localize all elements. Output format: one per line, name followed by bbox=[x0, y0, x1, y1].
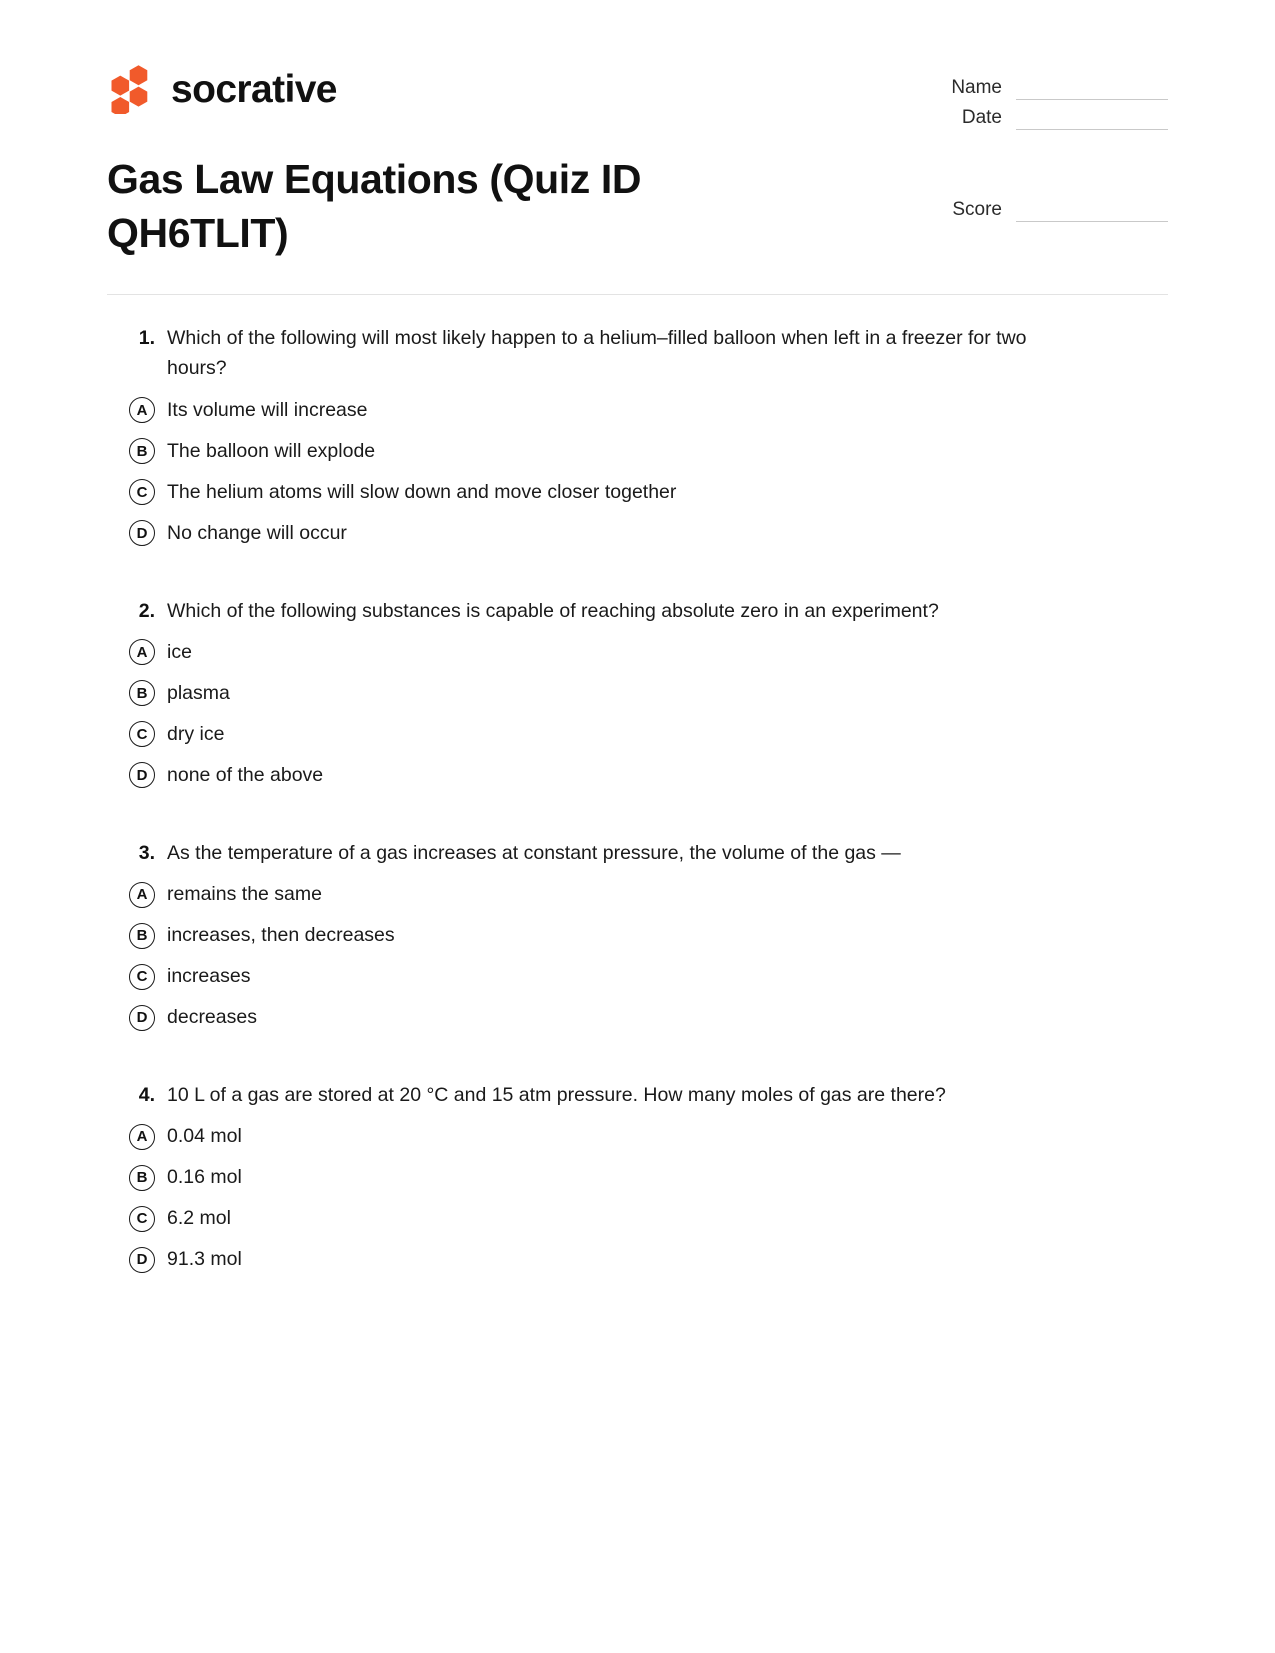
question-block bbox=[107, 838, 1168, 1038]
choice-row[interactable] bbox=[107, 673, 1168, 714]
choices-list bbox=[107, 874, 1168, 1038]
question-header bbox=[107, 1080, 1168, 1110]
page-header bbox=[0, 0, 1275, 130]
choice-bubble[interactable]: A bbox=[129, 397, 155, 423]
choice-text: remains the same bbox=[167, 882, 322, 905]
choice-bubble[interactable]: C bbox=[129, 964, 155, 990]
choice-row[interactable] bbox=[107, 431, 1168, 472]
choice-bubble[interactable]: B bbox=[129, 680, 155, 706]
date-field-row bbox=[928, 100, 1168, 130]
choice-bubble[interactable]: B bbox=[129, 923, 155, 949]
choice-row[interactable] bbox=[107, 1116, 1168, 1157]
choice-bubble[interactable]: D bbox=[129, 1005, 155, 1031]
question-text: Which of the following substances is capable of reaching absolute zero in an experiment? bbox=[167, 599, 939, 622]
choice-bubble[interactable]: D bbox=[129, 520, 155, 546]
choice-row[interactable] bbox=[107, 915, 1168, 956]
choice-bubble-cell bbox=[107, 1005, 167, 1031]
choice-row[interactable] bbox=[107, 997, 1168, 1038]
choice-bubble-cell bbox=[107, 479, 167, 505]
choice-bubble[interactable]: C bbox=[129, 721, 155, 747]
choice-bubble-cell bbox=[107, 397, 167, 423]
choice-bubble[interactable]: C bbox=[129, 479, 155, 505]
choice-bubble-cell bbox=[107, 520, 167, 546]
choice-bubble-cell bbox=[107, 1124, 167, 1150]
socrative-hexagons-logo-icon bbox=[107, 64, 153, 114]
choice-bubble-cell bbox=[107, 721, 167, 747]
title-area bbox=[0, 152, 1275, 260]
choice-text: 6.2 mol bbox=[167, 1207, 231, 1230]
choice-bubble-cell bbox=[107, 1165, 167, 1191]
questions-list bbox=[0, 323, 1275, 1280]
header-divider bbox=[107, 294, 1168, 295]
choice-bubble[interactable]: A bbox=[129, 882, 155, 908]
choice-text: 0.04 mol bbox=[167, 1125, 242, 1148]
choice-row[interactable] bbox=[107, 1198, 1168, 1239]
brand-logo bbox=[107, 64, 337, 114]
choice-bubble-cell bbox=[107, 438, 167, 464]
choice-bubble[interactable]: D bbox=[129, 1247, 155, 1273]
choice-text: Its volume will increase bbox=[167, 398, 368, 421]
date-input-line[interactable] bbox=[1016, 108, 1168, 130]
question-text: As the temperature of a gas increases at constant pressure, the volume of the gas — bbox=[167, 841, 901, 864]
question-text: 10 L of a gas are stored at 20 °C and 15 atm pressure. How many moles of gas are there? bbox=[167, 1084, 946, 1107]
question-number: 3. bbox=[138, 841, 155, 864]
name-label: Name bbox=[951, 77, 1002, 98]
question-number: 2. bbox=[138, 599, 155, 622]
question-number: 4. bbox=[138, 1084, 155, 1107]
choice-bubble-cell bbox=[107, 964, 167, 990]
choice-row[interactable] bbox=[107, 1157, 1168, 1198]
choice-text: increases bbox=[167, 964, 251, 987]
choices-list bbox=[107, 390, 1168, 554]
choice-text: plasma bbox=[167, 681, 230, 704]
choice-text: ice bbox=[167, 640, 192, 663]
choices-list bbox=[107, 1116, 1168, 1280]
choice-row[interactable] bbox=[107, 513, 1168, 554]
page-title: Gas Law Equations (Quiz ID QH6TLIT) bbox=[107, 156, 642, 257]
choice-bubble-cell bbox=[107, 639, 167, 665]
choice-row[interactable] bbox=[107, 390, 1168, 431]
choice-bubble[interactable]: C bbox=[129, 1206, 155, 1232]
question-block bbox=[107, 596, 1168, 796]
choice-text: none of the above bbox=[167, 763, 324, 786]
question-header bbox=[107, 838, 1168, 868]
brand-name: socrative bbox=[171, 67, 337, 111]
choices-list bbox=[107, 632, 1168, 796]
choice-text: The balloon will explode bbox=[167, 439, 376, 462]
choice-bubble-cell bbox=[107, 762, 167, 788]
name-input-line[interactable] bbox=[1016, 78, 1168, 100]
choice-row[interactable] bbox=[107, 632, 1168, 673]
choice-text: No change will occur bbox=[167, 521, 347, 544]
score-field-row bbox=[928, 192, 1168, 222]
student-meta-fields bbox=[928, 70, 1168, 130]
choice-bubble[interactable]: B bbox=[129, 438, 155, 464]
choice-bubble[interactable]: D bbox=[129, 762, 155, 788]
choice-bubble[interactable]: A bbox=[129, 639, 155, 665]
question-block bbox=[107, 1080, 1168, 1280]
choice-row[interactable] bbox=[107, 472, 1168, 513]
choice-bubble-cell bbox=[107, 1247, 167, 1273]
choice-bubble[interactable]: B bbox=[129, 1165, 155, 1191]
choice-bubble[interactable]: A bbox=[129, 1124, 155, 1150]
choice-bubble-cell bbox=[107, 882, 167, 908]
choice-text: increases, then decreases bbox=[167, 923, 395, 946]
choice-bubble-cell bbox=[107, 1206, 167, 1232]
question-number: 1. bbox=[138, 327, 155, 350]
score-field-block bbox=[928, 192, 1168, 222]
name-field-row bbox=[928, 70, 1168, 100]
choice-text: decreases bbox=[167, 1005, 257, 1028]
choice-row[interactable] bbox=[107, 874, 1168, 915]
question-header bbox=[107, 596, 1168, 626]
question-header bbox=[107, 323, 1168, 383]
choice-text: 91.3 mol bbox=[167, 1248, 242, 1271]
choice-bubble-cell bbox=[107, 923, 167, 949]
choice-row[interactable] bbox=[107, 956, 1168, 997]
score-label: Score bbox=[952, 199, 1002, 220]
date-label: Date bbox=[961, 107, 1002, 128]
score-input-line[interactable] bbox=[1016, 200, 1168, 222]
choice-text: dry ice bbox=[167, 722, 225, 745]
choice-text: The helium atoms will slow down and move closer together bbox=[167, 480, 677, 503]
choice-row[interactable] bbox=[107, 755, 1168, 796]
choice-row[interactable] bbox=[107, 1239, 1168, 1280]
choice-bubble-cell bbox=[107, 680, 167, 706]
question-block bbox=[107, 323, 1168, 553]
question-text: Which of the following will most likely happen to a helium–filled balloon when left in a freezer for two hours? bbox=[167, 327, 1027, 380]
choice-row[interactable] bbox=[107, 714, 1168, 755]
choice-text: 0.16 mol bbox=[167, 1166, 242, 1189]
